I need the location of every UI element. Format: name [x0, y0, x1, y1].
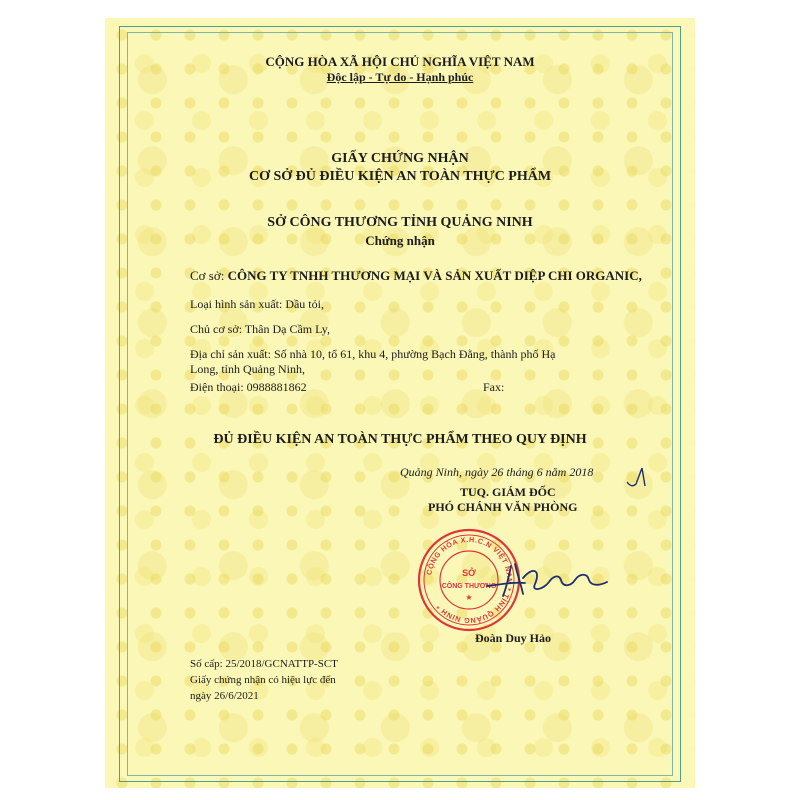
svg-text:★: ★: [465, 593, 473, 602]
certificate-document: [105, 18, 695, 788]
handwritten-tick-icon: [625, 462, 655, 490]
signer-name: Đoàn Duy Hảo: [475, 631, 552, 645]
signer-role-2: PHÓ CHÁNH VĂN PHÒNG: [428, 500, 578, 514]
certifies-label: Chứng nhận: [365, 233, 435, 248]
place-and-date: Quảng Ninh, ngày 26 tháng 6 năm 2018: [400, 465, 594, 479]
svg-text:CỘNG HÒA X.H.C.N VIỆT NAM * TỈ: CỘNG HÒA X.H.C.N VIỆT NAM * TỈNH QUẢNG NINH *: [424, 534, 515, 626]
facility-row: [190, 268, 642, 284]
production-type: Loại hình sản xuất: Dầu tỏi,: [190, 297, 324, 311]
facility-label: Cơ sở:: [190, 268, 225, 283]
conclusion-statement: ĐỦ ĐIỀU KIỆN AN TOÀN THỰC PHẨM THEO QUY ĐỊNH: [213, 432, 587, 447]
facility-owner: Chủ cơ sở: Thân Dạ Cầm Ly,: [190, 322, 331, 336]
certificate-subtitle: CƠ SỞ ĐỦ ĐIỀU KIỆN AN TOÀN THỰC PHẨM: [248, 169, 552, 184]
certificate-title: GIẤY CHỨNG NHẬN: [331, 151, 469, 166]
facility-name: CÔNG TY TNHH THƯƠNG MẠI VÀ SẢN XUẤT DIỆP CHI ORGANIC,: [227, 268, 642, 283]
nation-heading: CỘNG HÒA XÃ HỘI CHỦ NGHĨA VIỆT NAM: [265, 54, 535, 69]
production-address-line1: Địa chỉ sản xuất: Số nhà 10, tổ 61, khu 4, phường Bạch Đằng, thành phố Hạ: [190, 347, 556, 361]
fax-number: Fax:: [483, 380, 505, 394]
svg-text:CÔNG THƯƠNG: CÔNG THƯƠNG: [441, 583, 497, 590]
certificate-number: Số cấp: 25/2018/GCNATTP-SCT: [190, 658, 338, 670]
validity-label: Giấy chứng nhận có hiệu lực đến: [190, 674, 336, 686]
issuer-name: SỞ CÔNG THƯƠNG TỈNH QUẢNG NINH: [267, 215, 533, 230]
signer-role-1: TUQ. GIÁM ĐỐC: [460, 485, 556, 499]
handwritten-signature-icon: [483, 556, 613, 602]
expiry-date: ngày 26/6/2021: [190, 690, 259, 702]
phone-number: Điện thoại: 0988881862: [190, 380, 307, 394]
svg-text:SỞ: SỞ: [462, 568, 476, 578]
motto: Độc lập - Tự do - Hạnh phúc: [326, 70, 474, 84]
production-address-line2: Long, tỉnh Quảng Ninh,: [190, 362, 305, 376]
